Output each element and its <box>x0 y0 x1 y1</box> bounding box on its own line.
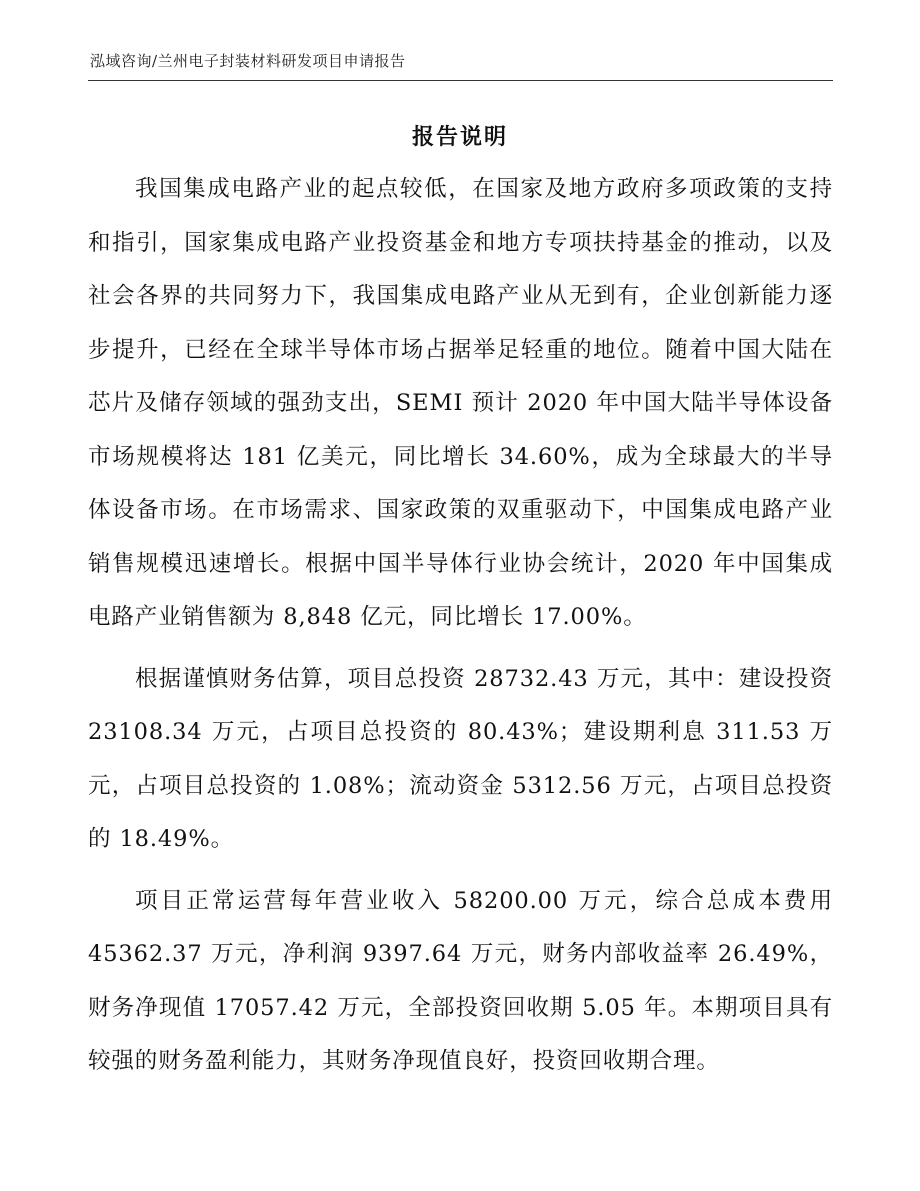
report-body <box>88 163 833 1097</box>
header-divider <box>88 80 833 81</box>
paragraph-investment-estimate: 根据谨慎财务估算，项目总投资 28732.43 万元，其中：建设投资 23108.34 万元，占项目总投资的 80.43%；建设期利息 311.53 万元，占项目总投资的 1.08%；流动资金 5312.56 万元，占项目总投资的 18.49%。 <box>88 665 833 852</box>
running-header: 泓域咨询/兰州电子封装材料研发项目申请报告 <box>90 52 406 70</box>
paragraph-financial-returns: 项目正常运营每年营业收入 58200.00 万元，综合总成本费用 45362.37 万元，净利润 9397.64 万元，财务内部收益率 26.49%，财务净现值 17057.42 万元，全部投资回收期 5.05 年。本期项目具有较强的财务盈利能力，其财务净现值良好，投资回收期合理。 <box>88 887 833 1074</box>
section-title: 报告说明 <box>411 124 508 150</box>
paragraph-industry-background: 我国集成电路产业的起点较低，在国家及地方政府多项政策的支持和指引，国家集成电路产业投资基金和地方专项扶持基金的推动，以及社会各界的共同努力下，我国集成电路产业从无到有，企业创新能力逐步提升，已经在全球半导体市场占据举足轻重的地位。随着中国大陆在芯片及储存领域的强劲支出，SEMI 预计 2020 年中国大陆半导体设备市场规模将达 181 亿美元，同比增长 34.60%，成为全球最大的半导体设备市场。在市场需求、国家政策的双重驱动下，中国集成电路产业销售规模迅速增长。根据中国半导体行业协会统计，2020 年中国集成电路产业销售额为 8,848 亿元，同比增长 17.00%。 <box>88 176 833 630</box>
